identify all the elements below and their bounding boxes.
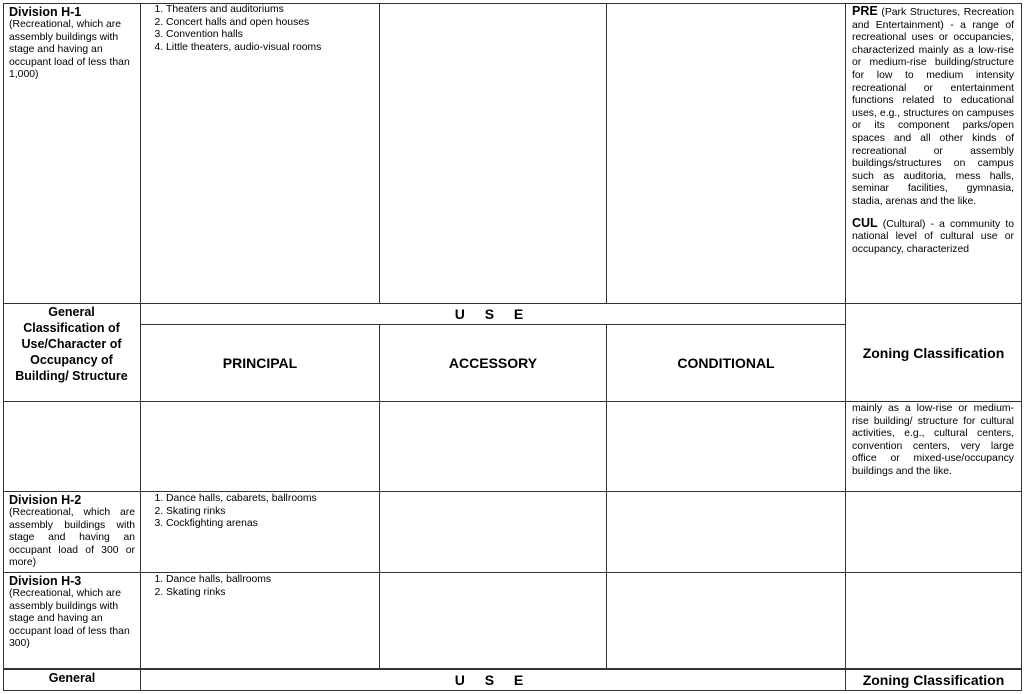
principal-list: [140, 574, 376, 599]
zoning-cul: [852, 217, 1014, 257]
division-description: (Recreational, which are assembly buildings with stage and having an occupant load of 300 or more): [9, 507, 135, 569]
zoning-classification-continued: mainly as a low-rise or medium-rise building/ structure for cultural activities, e.g., cultural centers, convention centers, very large office or mixed-use/occupancy buildings and the like.: [852, 403, 1014, 477]
use-header-label: U S E: [454, 672, 532, 688]
principal-uses-h3: [140, 574, 376, 599]
accessory-header: ACCESSORY: [448, 355, 538, 371]
zoning-classification-header: Zoning Classification: [862, 344, 1005, 361]
general-classification-header: General Classification of Use/Character of Occupancy of Building/ Structure: [15, 305, 128, 383]
general-classification-header: General: [48, 671, 96, 685]
use-header: [141, 670, 845, 690]
zoning-classification-header: Zoning Classification: [862, 672, 1005, 688]
list-item: 3. Convention halls: [166, 29, 376, 42]
principal-header: PRINCIPAL: [222, 355, 298, 371]
principal-list: [140, 493, 376, 531]
division-description: (Recreational, which are assembly buildings with stage and having an occupant load of less than 1,000): [9, 19, 130, 81]
list-item: 3. Cockfighting arenas: [166, 518, 376, 531]
division-title: Division H-2: [9, 493, 82, 507]
rule: [379, 3, 380, 304]
division-h3-cell: [9, 574, 135, 651]
zoning-classification-h1: [852, 5, 1014, 256]
principal-list: [140, 4, 376, 54]
list-item: 2. Concert halls and open houses: [166, 17, 376, 30]
rule: [3, 491, 1021, 492]
list-item: 2. Skating rinks: [166, 506, 376, 519]
zoning-definition: (Park Structures, Recreation and Entertainment) - a range of recreational uses or occupancies, characterized mainly as a low-rise or medium-rise building/structure for low to medium intensity recreational or entertainment functions related to educational uses, e.g., structures on campuses or its component parks/open spaces and all other kinds of recreational or assembly buildings/structures on campus such as auditoria, mess halls, seminar facilities, gymnasia, stadia, arenas and the like.: [852, 7, 1014, 207]
division-h1-cell: [9, 5, 135, 82]
division-h2-cell: [9, 493, 135, 570]
rule: [1021, 3, 1022, 691]
principal-uses-h2: [140, 493, 376, 531]
rule: [3, 690, 1021, 691]
zoning-code: CUL: [852, 215, 878, 230]
zoning-code: PRE: [852, 5, 878, 18]
principal-uses-h1: [140, 4, 376, 54]
use-header-label: U S E: [454, 306, 532, 322]
list-item: 4. Little theaters, audio-visual rooms: [166, 42, 376, 55]
rule: [3, 401, 1021, 402]
division-title: Division H-1: [9, 5, 82, 19]
rule: [3, 3, 4, 691]
list-item: 2. Skating rinks: [166, 587, 376, 600]
zoning-pre: [852, 5, 1014, 209]
conditional-header: CONDITIONAL: [677, 355, 775, 371]
list-item: 1. Theaters and auditoriums: [166, 4, 376, 17]
division-title: Division H-3: [9, 574, 82, 588]
division-description: (Recreational, which are assembly buildings with stage and having an occupant load of less than 300): [9, 588, 130, 650]
list-item: 1. Dance halls, ballrooms: [166, 574, 376, 587]
list-item: 1. Dance halls, cabarets, ballrooms: [166, 493, 376, 506]
use-header: [141, 304, 845, 324]
zoning-definition: (Cultural) - a community to national level of cultural use or occupancy, characterized: [852, 218, 1014, 255]
rule: [3, 572, 1021, 573]
rule: [606, 3, 607, 304]
